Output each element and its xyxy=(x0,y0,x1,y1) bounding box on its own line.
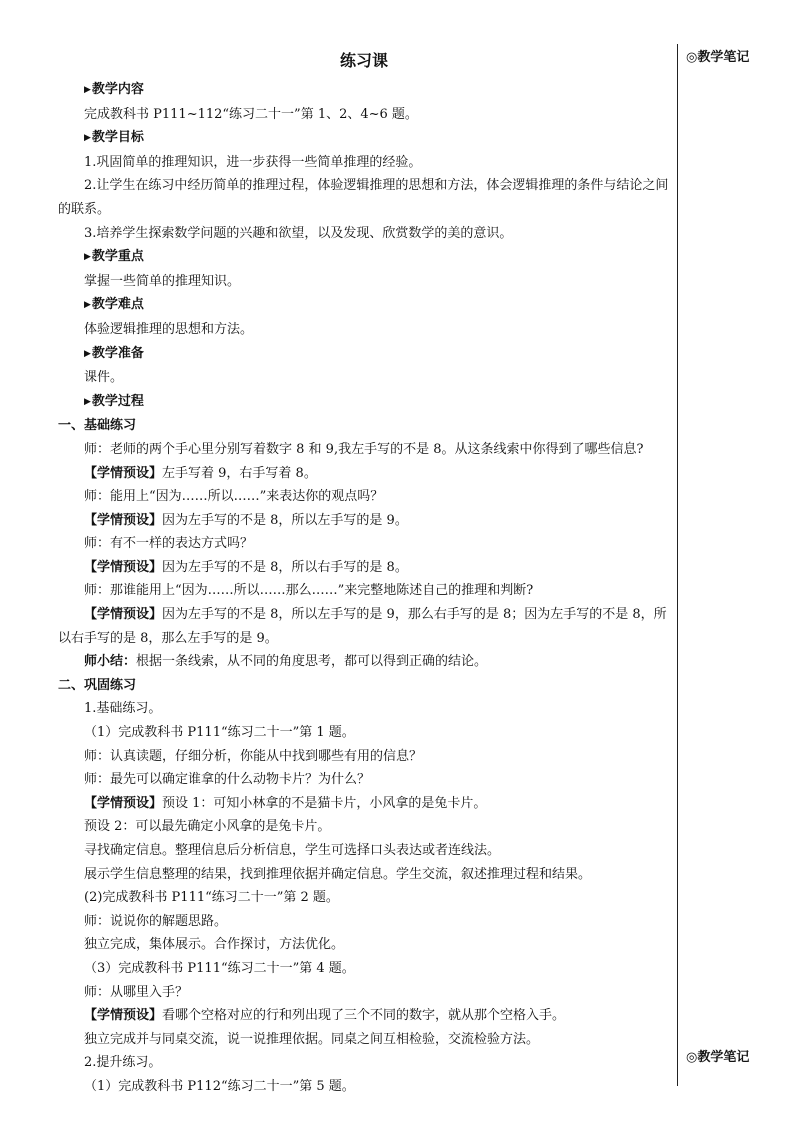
section-heading xyxy=(58,342,670,367)
section-heading-text: 教学准备 xyxy=(91,345,144,361)
paragraph: 完成教科书 P111~112“练习二十一”第 1、2、4~6 题。 xyxy=(84,106,418,122)
preset-text: 根据一条线索，从不同的角度思考，都可以得到正确的结论。 xyxy=(136,654,488,670)
part-heading: 二、巩固练习 xyxy=(58,677,137,693)
preset-tag: 师小结： xyxy=(84,654,137,670)
preset-text: 因为左手写的不是 8，所以左手写的是 9，那么右手写的是 8；因为左手写的不是 8，所以右手写的是 8，那么左手写的是 9。 xyxy=(58,607,667,646)
paragraph: 2.提升练习。 xyxy=(84,1055,162,1071)
preset-text: 因为左手写的不是 8，所以左手写的是 9。 xyxy=(162,512,408,528)
preset-text: 看哪个空格对应的行和列出现了三个不同的数字，就从那个空格入手。 xyxy=(162,1008,566,1024)
preset-paragraph xyxy=(58,792,670,816)
bullet-arrow-icon: ▶ xyxy=(84,396,91,407)
preset-tag: 【学情预设】 xyxy=(84,512,163,528)
section-heading-text: 教学过程 xyxy=(91,393,144,409)
section-heading xyxy=(58,78,670,103)
preset-paragraph xyxy=(58,603,670,650)
paragraph: 3.培养学生探索数学问题的兴趣和欲望，以及发现、欣赏数学的美的意识。 xyxy=(84,225,513,241)
paragraph: 独立完成并与同桌交流，说一说推理依据。同桌之间互相检验，交流检验方法。 xyxy=(84,1031,540,1047)
paragraph: 独立完成，集体展示。合作探讨，方法优化。 xyxy=(84,937,345,953)
paragraph: 掌握一些简单的推理知识。 xyxy=(84,273,241,289)
preset-paragraph xyxy=(58,1004,670,1028)
paragraph: (2)完成教科书 P111“练习二十一”第 2 题。 xyxy=(84,890,339,906)
bullet-arrow-icon: ▶ xyxy=(84,300,91,311)
paragraph: 师：那谁能用上“因为……所以……那么……”来完整地陈述自己的推理和判断? xyxy=(84,583,534,599)
preset-tag: 【学情预设】 xyxy=(84,1008,163,1024)
preset-paragraph xyxy=(58,462,670,486)
lesson-content xyxy=(58,78,670,1099)
paragraph: 师：说说你的解题思路。 xyxy=(84,913,228,929)
paragraph: 体验逻辑推理的思想和方法。 xyxy=(84,321,254,337)
paragraph: 展示学生信息整理的结果，找到推理依据并确定信息。学生交流，叙述推理过程和结果。 xyxy=(84,866,592,882)
preset-text: 预设 1：可知小林拿的不是猫卡片，小风拿的是兔卡片。 xyxy=(162,795,487,811)
section-heading xyxy=(58,245,670,270)
preset-tag: 【学情预设】 xyxy=(84,795,163,811)
section-heading-text: 教学重点 xyxy=(91,249,144,265)
section-heading-text: 教学难点 xyxy=(91,297,144,313)
teaching-notes-label-top: ◎教学笔记 xyxy=(686,50,750,65)
section-heading-text: 教学目标 xyxy=(91,130,144,146)
paragraph: 师：从哪里入手？ xyxy=(84,984,189,1000)
bullet-arrow-icon: ▶ xyxy=(84,85,91,95)
paragraph: （3）完成教科书 P111“练习二十一”第 4 题。 xyxy=(84,960,355,976)
lesson-plan-body xyxy=(58,44,670,1099)
preset-paragraph xyxy=(58,650,670,674)
bullet-arrow-icon: ▶ xyxy=(84,348,91,359)
teaching-notes-label-bottom: ◎教学笔记 xyxy=(686,1050,750,1065)
paragraph: 师：有不一样的表达方式吗？ xyxy=(84,536,254,552)
paragraph: （1）完成教科书 P112“练习二十一”第 5 题。 xyxy=(84,1078,355,1094)
preset-paragraph xyxy=(58,509,670,533)
paragraph: 2.让学生在练习中经历简单的推理过程，体验逻辑推理的思想和方法，体会逻辑推理的条件与结论之间的联系。 xyxy=(58,178,669,217)
page-title: 练习课 xyxy=(339,51,388,70)
paragraph: 师：认真读题，仔细分析，你能从中找到哪些有用的信息？ xyxy=(84,748,423,764)
section-heading-text: 教学内容 xyxy=(91,82,144,97)
preset-tag: 【学情预设】 xyxy=(84,607,163,623)
paragraph: 师：能用上“因为……所以……”来表达你的观点吗？ xyxy=(84,489,384,505)
preset-paragraph xyxy=(58,556,670,580)
paragraph: 1.巩固简单的推理知识，进一步获得一些简单推理的经验。 xyxy=(84,154,422,170)
section-heading xyxy=(58,126,670,151)
paragraph: 预设 2：可以最先确定小风拿的是兔卡片。 xyxy=(84,819,331,835)
paragraph: （1）完成教科书 P111“练习二十一”第 1 题。 xyxy=(84,725,355,741)
bullet-arrow-icon: ▶ xyxy=(84,252,91,263)
notes-divider xyxy=(677,44,678,1086)
part-heading: 一、基础练习 xyxy=(58,418,137,434)
paragraph: 1.基础练习。 xyxy=(84,701,162,717)
preset-tag: 【学情预设】 xyxy=(84,559,163,575)
paragraph: 寻找确定信息。整理信息后分析信息，学生可选择口头表达或者连线法。 xyxy=(84,843,501,858)
section-heading xyxy=(58,293,670,318)
preset-tag: 【学情预设】 xyxy=(84,465,163,481)
paragraph: 师：最先可以确定谁拿的什么动物卡片？为什么？ xyxy=(84,772,371,788)
preset-text: 因为左手写的不是 8，所以右手写的是 8。 xyxy=(162,559,408,575)
preset-text: 左手写着 9，右手写着 8。 xyxy=(162,465,317,481)
paragraph: 师：老师的两个手心里分别写着数字 8 和 9,我左手写的不是 8。从这条线索中你得到了哪些信息? xyxy=(84,441,644,457)
section-heading xyxy=(58,390,670,415)
bullet-arrow-icon: ▶ xyxy=(84,133,91,144)
paragraph: 课件。 xyxy=(84,370,124,386)
